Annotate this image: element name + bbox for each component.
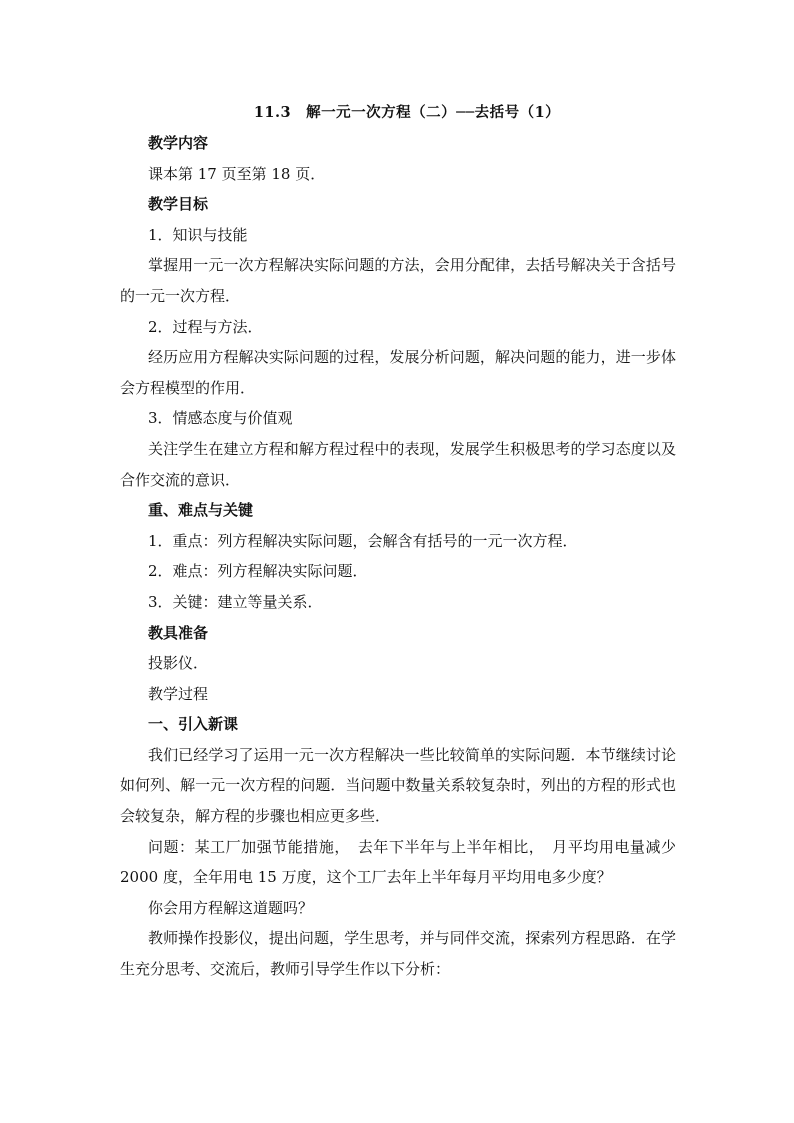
problem-text: 问题：某工厂加强节能措施， 去年下半年与上半年相比， 月平均用电量减少 2000 度，全年用电 15 万度，这个工厂去年上半年每月平均用电多少度？: [120, 837, 676, 887]
content-text: 课本第 17 页至第 18 页．: [148, 164, 326, 183]
key-point-1: 1．重点：列方程解决实际问题，会解含有括号的一元一次方程．: [148, 531, 578, 550]
intro-text: 我们已经学习了运用一元一次方程解决一些比较简单的实际问题．本节继续讨论如何列、解一元一次方程的问题．当问题中数量关系较复杂时，列出的方程的形式也会较复杂，解方程的步骤也相应更多些．: [120, 745, 676, 826]
goal3-text: 关注学生在建立方程和解方程过程中的表现，发展学生积极思考的学习态度以及合作交流的意识．: [120, 439, 676, 489]
section-heading-goals: 教学目标: [148, 195, 209, 214]
section-heading-content: 教学内容: [148, 134, 209, 152]
goal1-text: 掌握用一元一次方程解决实际问题的方法，会用分配律，去括号解决关于含括号的一元一次方程．: [120, 256, 676, 305]
document-title: 11.3 解一元一次方程（二）──去括号（1）: [253, 104, 561, 121]
section-heading-process: 教学过程: [148, 684, 209, 703]
key-point-3: 3．关键：建立等量关系．: [148, 592, 323, 611]
tools-text: 投影仪．: [148, 654, 209, 673]
teacher-text: 教师操作投影仪，提出问题，学生思考，并与同伴交流，探索列方程思路．在学生充分思考、交流后，教师引导学生作以下分析：: [120, 929, 676, 979]
question-text: 你会用方程解这道题吗？: [148, 898, 314, 917]
goal2-text: 经历应用方程解决实际问题的过程，发展分析问题，解决问题的能力，进一步体会方程模型的作用．: [120, 348, 676, 397]
intro-heading: 一、引入新课: [148, 715, 239, 734]
section-heading-key-points: 重、难点与关键: [148, 501, 254, 520]
section-heading-tools: 教具准备: [148, 623, 209, 642]
goal3-heading: 3．情感态度与价值观: [148, 409, 293, 428]
goal2-heading: 2．过程与方法．: [148, 317, 263, 336]
document-page: [120, 98, 676, 985]
key-point-2: 2．难点：列方程解决实际问题．: [148, 562, 368, 581]
goal1-heading: 1．知识与技能: [148, 225, 248, 244]
